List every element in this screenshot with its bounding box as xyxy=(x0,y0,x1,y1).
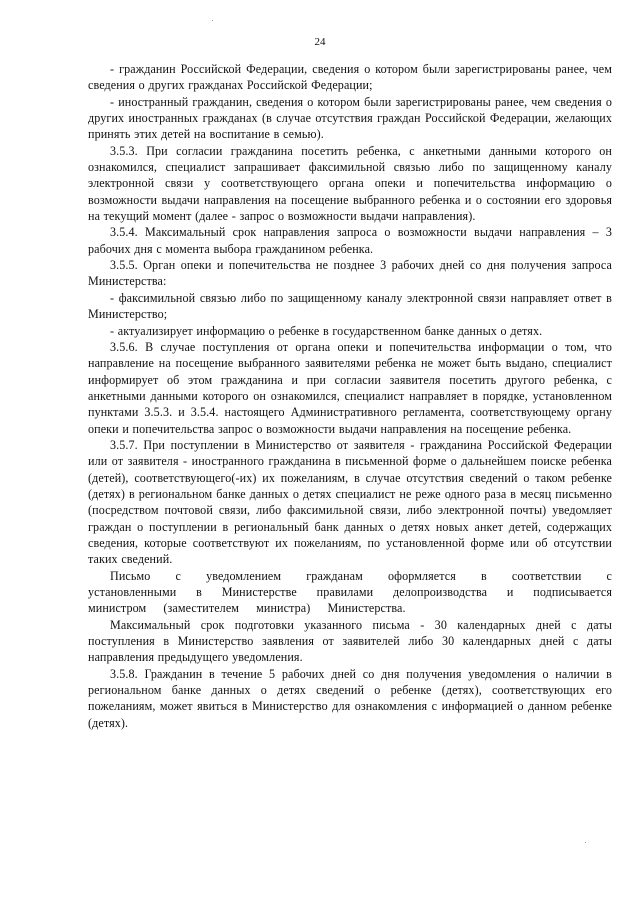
paragraph-3-5-3: 3.5.3. При согласии гражданина посетить ребенка, с анкетными данными которого он ознакомился, специалист запрашивает факсимильной связью либо по защищенному каналу электронной связи у соответствующего органа опеки и попечительства информацию о возможности выдачи направления на посещение выбранного ребенка и о состоянии его здоровья на текущий момент (далее - запрос о возможности выдачи направления). xyxy=(88,143,612,224)
scan-speck xyxy=(585,842,586,843)
paragraph-max-term: Максимальный срок подготовки указанного письма - 30 календарных дней с даты поступления в Министерство заявления от заявителей либо 30 календарных дней с даты направления предыдущего уведомления. xyxy=(88,617,612,665)
paragraph-letter-notice: Письмо с уведомлением гражданам оформляется в соответствии с установленными в Министерстве правилами делопроизводства и подписывается министром (заместителем министра) Министерства. xyxy=(88,568,612,616)
document-body xyxy=(88,61,612,731)
paragraph-update-info: - актуализирует информацию о ребенке в государственном банке данных о детях. xyxy=(110,323,543,338)
paragraph-3-5-5: 3.5.5. Орган опеки и попечительства не позднее 3 рабочих дней со дня получения запроса Министерства: xyxy=(88,258,612,289)
paragraph-foreign-citizen-order: - иностранный гражданин, сведения о котором были зарегистрированы ранее, чем сведения о других иностранных гражданах (в случае отсутствия граждан Российской Федерации, желающих принять этих детей на воспитание в семью). xyxy=(88,94,612,142)
paragraph-3-5-6: 3.5.6. В случае поступления от органа опеки и попечительства информации о том, что направление на посещение выбранного заявителями ребенка не может быть выдано, специалист информирует об этом гражданина и при согласии заявителя посетить другого ребенка, с анкетными данными которого он ознакомился, специалист направляет в порядке, установленном пунктами 3.5.3. и 3.5.4. настоящего Административного регламента, соответствующему органу опеки и попечительства запрос о возможности выдачи направления на посещение ребенка. xyxy=(88,339,612,436)
paragraph-send-reply: - факсимильной связью либо по защищенному каналу электронной связи направляет ответ в Министерство; xyxy=(88,290,612,322)
paragraph-3-5-8: 3.5.8. Гражданин в течение 5 рабочих дней со дня получения уведомления о наличии в региональном банке данных о детях сведений о ребенке (детях), соответствующих его пожеланиям, может явиться в Министерство для ознакомления с информацией о данном ребенке (детях). xyxy=(88,666,612,730)
paragraph-3-5-4: 3.5.4. Максимальный срок направления запроса о возможности выдачи направления – 3 рабочих дня с момента выбора гражданином ребенка. xyxy=(88,225,612,256)
page-number: 24 xyxy=(314,36,326,48)
paragraph-citizen-rf-order: - гражданин Российской Федерации, сведения о котором были зарегистрированы ранее, чем сведения о других гражданах Российской Федерации; xyxy=(88,62,612,93)
scan-speck xyxy=(212,20,213,21)
paragraph-3-5-7: 3.5.7. При поступлении в Министерство от заявителя - гражданина Российской Федерации или от заявителя - иностранного гражданина в письменной форме о дальнейшем поиске ребенка (детей), соответствующего(-их) их пожеланиям, в случае отсутствия сведений о таком ребенке (детях) в региональном банке данных о детях специалист не реже одного раза в месяц письменно (посредством почтовой связи, либо факсимильной связи, либо электронной почты) уведомляет граждан о поступлении в региональный банк данных о детях новых анкет детей, содержащих сведения, которые соответствуют их пожеланиям, по установленной форме или об отсутствии таких сведений. xyxy=(88,437,612,567)
